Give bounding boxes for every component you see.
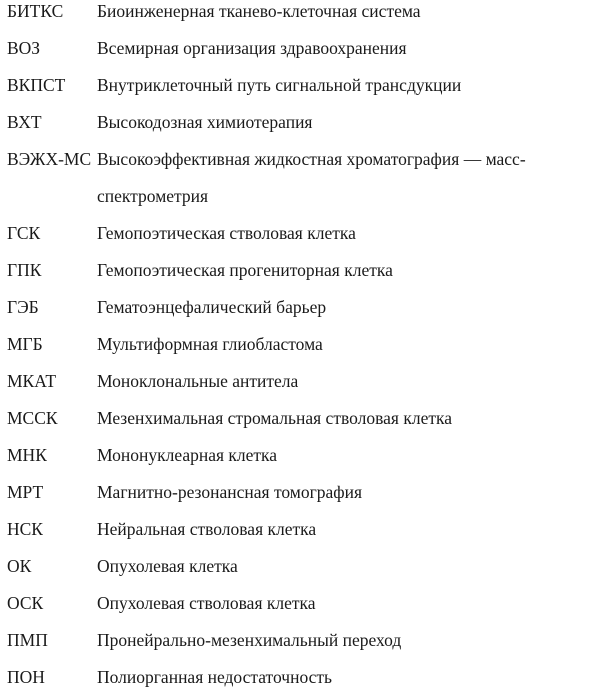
definition: Мезенхимальная стромальная стволовая клетка [97, 408, 452, 428]
list-item [7, 0, 587, 30]
abbreviation: ОК [7, 556, 32, 576]
list-item [7, 326, 587, 363]
abbreviation: НСК [7, 519, 43, 539]
abbreviation: ВКПСТ [7, 75, 66, 95]
list-item [7, 400, 587, 437]
abbreviation-list [7, 0, 587, 696]
definition: Высокоэффективная жидкостная хроматография — масс-спектрометрия [97, 149, 526, 206]
definition: Полиорганная недостаточность [97, 667, 333, 687]
abbreviation: МРТ [7, 482, 44, 502]
abbreviation: МССК [7, 408, 58, 428]
list-item [7, 215, 587, 252]
definition: Внутриклеточный путь сигнальной трансдукции [97, 75, 462, 95]
list-item [7, 548, 587, 585]
abbreviation: МКАТ [7, 371, 57, 391]
abbreviation: ГСК [7, 223, 41, 243]
definition: Гематоэнцефалический барьер [97, 297, 327, 317]
definition: Моноклональные антитела [97, 371, 299, 391]
abbreviation: МГБ [7, 334, 43, 354]
list-item [7, 511, 587, 548]
definition: Опухолевая стволовая клетка [97, 593, 316, 613]
list-item [7, 252, 587, 289]
definition: Пронейрально-мезенхимальный переход [97, 630, 402, 650]
abbreviation: МНК [7, 445, 47, 465]
abbreviation: ОСК [7, 593, 44, 613]
list-item [7, 585, 587, 622]
list-item [7, 363, 587, 400]
definition: Гемопоэтическая прогениторная клетка [97, 260, 393, 280]
definition: Гемопоэтическая стволовая клетка [97, 223, 356, 243]
list-item [7, 104, 587, 141]
list-item [7, 437, 587, 474]
abbreviation: ГПК [7, 260, 42, 280]
list-item [7, 30, 587, 67]
list-item [7, 67, 587, 104]
list-item [7, 474, 587, 511]
definition: Мононуклеарная клетка [97, 445, 278, 465]
list-item [7, 141, 587, 215]
list-item [7, 289, 587, 326]
abbreviation: БИТКС [7, 1, 64, 21]
abbreviation: ПОН [7, 667, 45, 687]
list-item [7, 622, 587, 659]
abbreviation: ГЭБ [7, 297, 39, 317]
abbreviation: ВЭЖХ-МС [7, 149, 92, 169]
definition: Мультиформная глиобластома [97, 334, 323, 354]
definition: Биоинженерная тканево-клеточная система [97, 1, 421, 21]
definition: Высокодозная химиотерапия [97, 112, 313, 132]
definition: Магнитно-резонансная томография [97, 482, 363, 502]
abbreviation: ВХТ [7, 112, 42, 132]
definition: Нейральная стволовая клетка [97, 519, 317, 539]
abbreviation: ВОЗ [7, 38, 41, 58]
definition: Опухолевая клетка [97, 556, 238, 576]
definition: Всемирная организация здравоохранения [97, 38, 407, 58]
abbreviation: ПМП [7, 630, 48, 650]
list-item [7, 659, 587, 696]
